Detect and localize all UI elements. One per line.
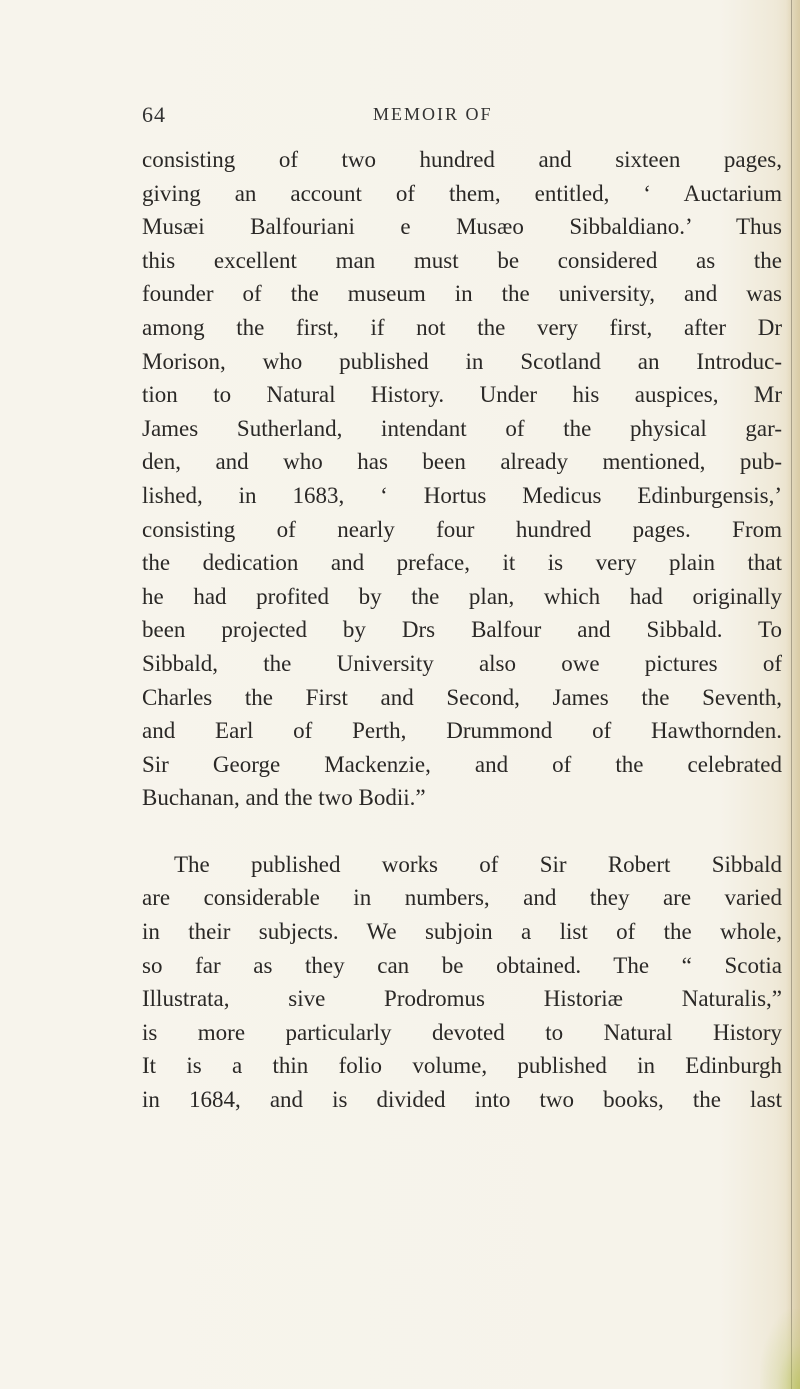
page-edge-shadow bbox=[786, 0, 800, 1389]
text-line: Sir George Mackenzie, and of the celebrated bbox=[142, 751, 782, 777]
text-line: Morison, who published in Scotland an Introduc- bbox=[142, 348, 782, 374]
text-line: so far as they can be obtained. The “ Scotia bbox=[142, 952, 782, 978]
paragraph-2 bbox=[142, 848, 782, 1117]
text-line: he had profited by the plan, which had originally bbox=[142, 583, 782, 609]
paragraph-gap bbox=[142, 815, 782, 848]
text-line: James Sutherland, intendant of the physical gar- bbox=[142, 415, 782, 441]
text-line: been projected by Drs Balfour and Sibbald. To bbox=[142, 617, 782, 643]
text-line: this excellent man must be considered as the bbox=[142, 247, 782, 273]
text-line: Buchanan, and the two Bodii.” bbox=[142, 785, 426, 811]
text-line: The published works of Sir Robert Sibbald bbox=[174, 851, 782, 877]
page-header bbox=[0, 102, 800, 130]
text-line: in 1684, and is divided into two books, the last bbox=[142, 1087, 782, 1113]
text-line: is more particularly devoted to Natural History bbox=[142, 1019, 782, 1045]
text-line: Charles the First and Second, James the Seventh, bbox=[142, 684, 782, 710]
text-line: consisting of nearly four hundred pages. From bbox=[142, 516, 782, 542]
text-line: It is a thin folio volume, published in Edinburgh bbox=[142, 1053, 782, 1079]
text-line: in their subjects. We subjoin a list of the whole, bbox=[142, 919, 782, 945]
text-line: are considerable in numbers, and they are varied bbox=[142, 885, 782, 911]
text-line: den, and who has been already mentioned, pub- bbox=[142, 449, 782, 475]
text-line: among the first, if not the very first, after Dr bbox=[142, 314, 782, 340]
text-line: Illustrata, sive Prodromus Historiæ Naturalis,” bbox=[142, 986, 782, 1012]
text-line: tion to Natural History. Under his auspices, Mr bbox=[142, 382, 782, 408]
paper-stain bbox=[760, 1309, 800, 1389]
text-line: and Earl of Perth, Drummond of Hawthornden. bbox=[142, 718, 782, 744]
text-line: founder of the museum in the university, and was bbox=[142, 281, 782, 307]
text-line: consisting of two hundred and sixteen pages, bbox=[142, 147, 782, 172]
page-number: 64 bbox=[142, 102, 166, 127]
paragraph-1 bbox=[142, 143, 782, 815]
body-text bbox=[142, 143, 782, 1117]
page-edge-line bbox=[791, 0, 792, 1389]
running-head: MEMOIR OF bbox=[373, 104, 493, 124]
text-line: Sibbald, the University also owe pictures of bbox=[142, 650, 782, 676]
text-line: the dedication and preface, it is very plain that bbox=[142, 550, 782, 576]
text-line: Musæi Balfouriani e Musæo Sibbaldiano.’ Thus bbox=[142, 214, 782, 240]
text-line: lished, in 1683, ‘ Hortus Medicus Edinburgensis,’ bbox=[142, 482, 782, 508]
text-line: giving an account of them, entitled, ‘ Auctarium bbox=[142, 180, 782, 206]
